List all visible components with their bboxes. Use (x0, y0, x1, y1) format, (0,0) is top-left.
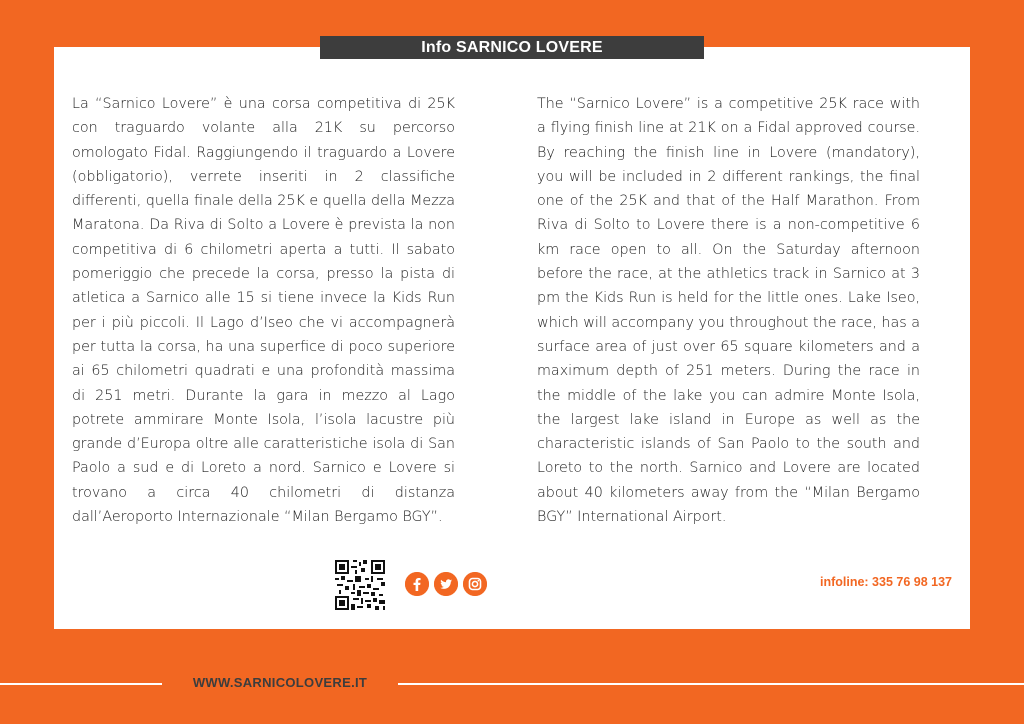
page-title: Info SARNICO LOVERE (320, 36, 704, 59)
twitter-icon[interactable] (434, 572, 458, 596)
footer-divider-right (398, 683, 1024, 685)
italian-description: La “Sarnico Lovere” è una corsa competitiva di 25K con traguardo volante alla 21K su percorso omologato Fidal. Raggiungendo il traguardo a Lovere (obbligatorio), verrete inseriti in 2 classifiche differenti, quella finale della 25K e quella della Mezza Maratona. Da Riva di Solto a Lovere è prevista la non competitiva di 6 chilometri aperta a tutti. Il sabato pomeriggio che precede la corsa, presso la pista di atletica a Sarnico alle 15 si tiene invece la Kids Run per i più piccoli. Il Lago d’Iseo che vi accompagnerà per tutta la corsa, ha una superfice di poco superiore ai 65 chilometri quadrati e una profondità massima di 251 metri. Durante la gara in mezzo al Lago potrete ammirare Monte Isola, l’isola lacustre più grande d’Europa oltre alle caratteristiche isola di San Paolo a sud e di Loreto a nord. Sarnico e Lovere si trovano a circa 40 chilometri di distanza dall’Aeroporto Internazionale “Milan Bergamo BGY”. (72, 96, 455, 526)
infoline-phone[interactable]: infoline: 335 76 98 137 (819, 575, 952, 589)
website-link[interactable]: WWW.SARNICOLOVERE.IT (192, 675, 368, 690)
qr-code-icon[interactable] (335, 560, 385, 610)
facebook-icon[interactable] (405, 572, 429, 596)
english-description: The “Sarnico Lovere” is a competitive 25K race with a flying finish line at 21K on a Fidal approved course. By reaching the finish line in Lovere (mandatory), you will be included in 2 different rankings, the final one of the 25K and that of the Half Marathon. From Riva di Solto to Lovere there is a non-competitive 6 km race open to all. On the Saturday afternoon before the race, at the athletics track in Sarnico at 3 pm the Kids Run is held for the little ones. Lake Iseo, which will accompany you throughout the race, has a surface area of just over 65 square kilometers and a maximum depth of 251 meters. During the race in the middle of the lake you can admire Monte Isola, the largest lake island in Europe as well as the characteristic islands of San Paolo to the south and Loreto to the north. Sarnico and Lovere are located about 40 kilometers away from the “Milan Bergamo BGY” International Airport. (537, 96, 920, 526)
social-links (405, 572, 487, 596)
instagram-icon[interactable] (463, 572, 487, 596)
footer-divider-left (0, 683, 162, 685)
